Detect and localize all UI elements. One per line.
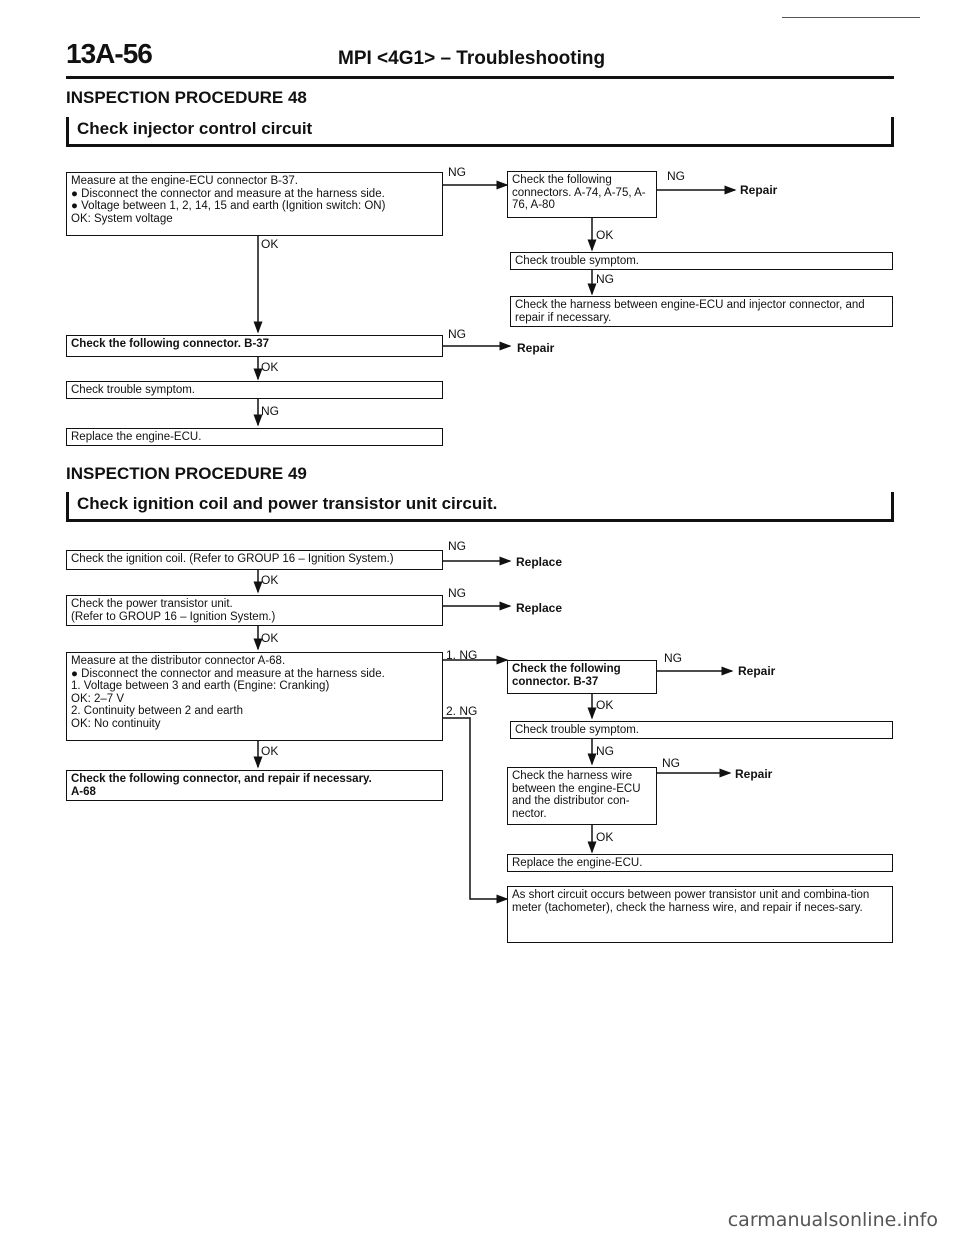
proc49-ok-label: OK (261, 573, 279, 587)
proc48-trouble-right-text: Check trouble symptom. (515, 255, 639, 267)
proc49-heading: INSPECTION PROCEDURE 49 (66, 464, 307, 483)
proc49-short-circuit-text: As short circuit occurs between power transistor unit and combina-tion meter (tachometer), check the harness wire, and repair if neces-sary. (512, 889, 870, 914)
proc48-ok-label: OK (261, 360, 279, 374)
proc48-ok-label: OK (596, 228, 614, 242)
proc48-replace-ecu-box (66, 428, 443, 446)
proc49-ok-label: OK (261, 744, 279, 758)
proc49-harness-wire-box (507, 767, 657, 825)
footer-watermark: carmanualsonline.info (727, 1209, 938, 1231)
proc49-connector-b37-text: Check the following connector. B-37 (512, 663, 621, 688)
proc48-connector-b37-text: Check the following connector. B-37 (71, 338, 270, 350)
proc49-trouble-box (510, 721, 893, 739)
proc49-ng-label: NG (448, 539, 466, 553)
proc49-connector-a68-box (66, 770, 443, 801)
proc49-replace-ecu-box (507, 854, 893, 872)
proc49-measure-text: Measure at the distributor connector A-68. ● Disconnect the connector and measure at the harness side. 1. Voltage between 3 and earth (Engine: Cranking) OK: 2–7 V 2. Continuity between 2 and earth OK: No continuity (71, 655, 385, 730)
proc48-measure-box (66, 172, 443, 236)
proc49-banner: Check ignition coil and power transistor unit circuit. (66, 492, 894, 522)
proc49-ok-label: OK (596, 698, 614, 712)
proc48-trouble-right-box (510, 252, 893, 270)
proc49-replace-ecu-text: Replace the engine-ECU. (512, 857, 643, 869)
proc48-heading: INSPECTION PROCEDURE 48 (66, 88, 307, 107)
proc49-connector-a68-text: Check the following connector, and repair if necessary. A-68 (71, 773, 372, 798)
proc49-ng2-label: 2. NG (446, 704, 478, 718)
proc48-connectors-box (507, 171, 657, 218)
proc48-ng-label: NG (448, 165, 466, 179)
proc48-connector-b37-box (66, 335, 443, 357)
proc49-ng-label: NG (596, 744, 614, 758)
page-title: MPI <4G1> – Troubleshooting (338, 48, 606, 69)
proc48-measure-text: Measure at the engine-ECU connector B-37. ● Disconnect the connector and measure at the harness side. ● Voltage between 1, 2, 14, 15 and earth (Ignition switch: ON) OK: System voltage (71, 175, 386, 225)
page-number: 13A-56 (66, 38, 152, 69)
proc49-ng1-label: 1. NG (446, 648, 478, 662)
proc49-repair-label: Repair (738, 664, 776, 678)
proc48-repair-label: Repair (517, 341, 555, 355)
proc48-harness-box (510, 296, 893, 327)
proc48-trouble-left-box (66, 381, 443, 399)
proc48-ng-label: NG (596, 272, 614, 286)
proc49-replace-label: Replace (516, 601, 563, 615)
proc48-replace-ecu-text: Replace the engine-ECU. (71, 431, 202, 443)
proc48-ng-label: NG (448, 327, 466, 341)
proc49-ok-label: OK (261, 631, 279, 645)
proc49-repair-label: Repair (735, 767, 773, 781)
proc48-repair-label: Repair (740, 183, 778, 197)
proc49-coil-text: Check the ignition coil. (Refer to GROUP 16 – Ignition System.) (71, 553, 394, 565)
proc49-harness-wire-text: Check the harness wire between the engine-ECU and the distributor con-nector. (512, 770, 641, 820)
proc48-connectors-text: Check the following connectors. A-74, A-75, A-76, A-80 (512, 174, 646, 211)
proc49-trouble-text: Check trouble symptom. (515, 724, 639, 736)
proc49-ng-label: NG (662, 756, 680, 770)
proc49-connector-b37-box (507, 660, 657, 694)
proc48-ng-label: NG (261, 404, 279, 418)
proc49-ng-label: NG (448, 586, 466, 600)
proc49-transistor-box (66, 595, 443, 626)
proc48-ok-label: OK (261, 237, 279, 251)
proc49-transistor-text: Check the power transistor unit. (Refer to GROUP 16 – Ignition System.) (71, 598, 276, 623)
proc48-ng-label: NG (667, 169, 685, 183)
proc49-ok-label: OK (596, 830, 614, 844)
proc48-trouble-left-text: Check trouble symptom. (71, 384, 195, 396)
proc49-replace-label: Replace (516, 555, 563, 569)
proc49-measure-box (66, 652, 443, 741)
proc49-ng-label: NG (664, 651, 682, 665)
proc49-coil-box (66, 550, 443, 570)
proc48-banner: Check injector control circuit (66, 117, 894, 147)
proc48-harness-text: Check the harness between engine-ECU and injector connector, and repair if necessary. (515, 299, 865, 324)
proc49-short-circuit-box (507, 886, 893, 943)
